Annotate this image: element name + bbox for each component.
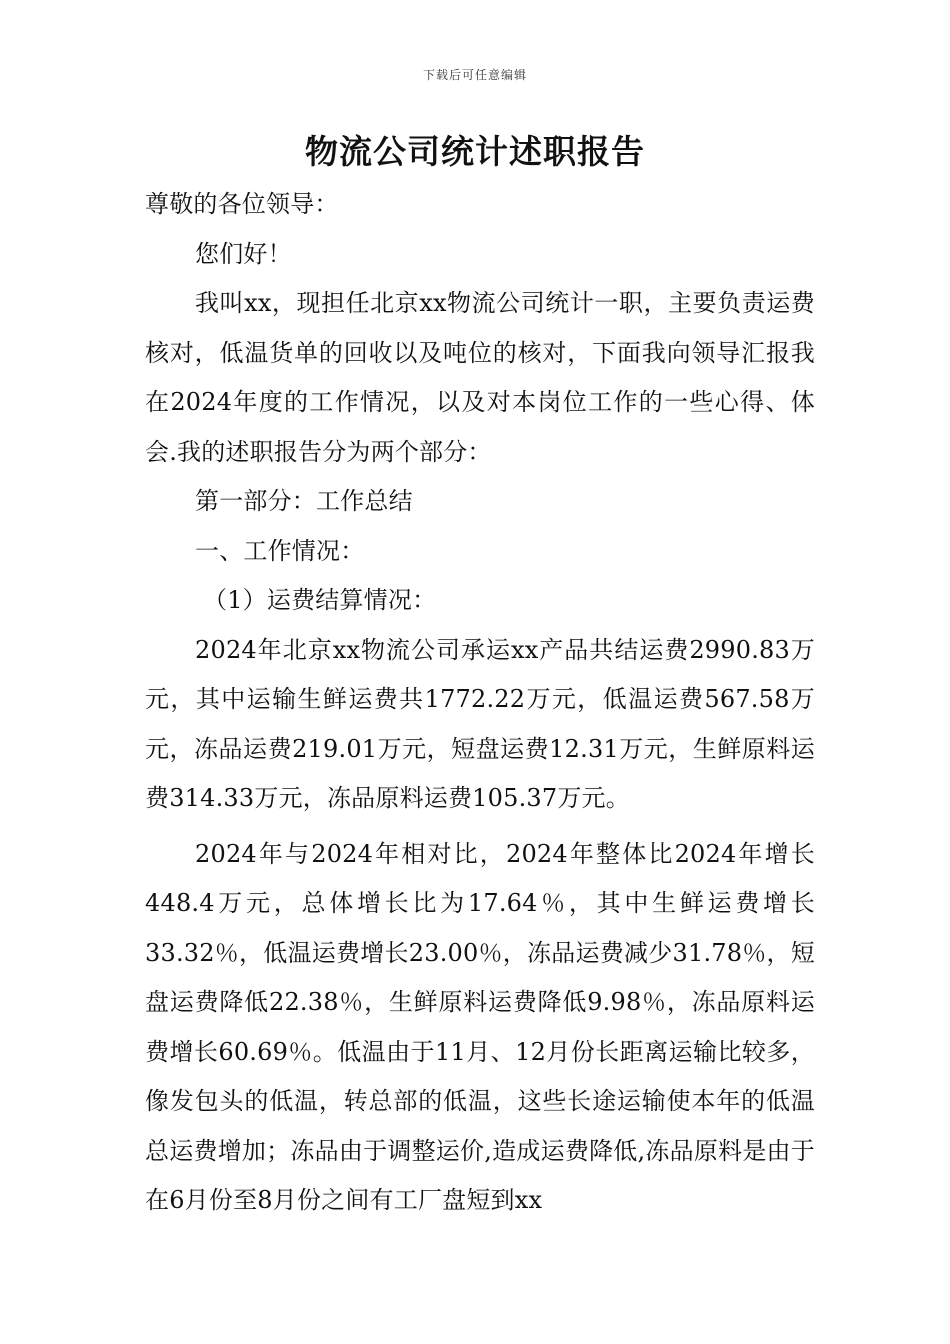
section1-heading: 一、工作情况： xyxy=(195,536,365,565)
intro-paragraph: 我叫xx，现担任北京xx物流公司统计一职，主要负责运费核对，低温货单的回收以及吨位的核对，下面我向领导汇报我在2024年度的工作情况，以及对本岗位工作的一些心得、体会.我的述职报告分为两个部分： xyxy=(145,289,815,466)
part1-heading: 第一部分：工作总结 xyxy=(195,487,413,515)
document-body xyxy=(145,180,815,1226)
comparison-paragraph: 2024年与2024年相对比，2024年整体比2024年增长448.4万元，总体增长比为17.64％，其中生鲜运费增长33.32％，低温运费增长23.00％，冻品运费减少31.78％，短盘运费降低22.38％，生鲜原料运费降低9.98％，冻品原料运费增长60.69％。低温由于11月、12月份长距离运输比较多，像发包头的低温，转总部的低温，这些长途运输使本年的低温总运费增加；冻品由于调整运价,造成运费降低,冻品原料是由于在6月份至8月份之间有工厂盘短到xx xyxy=(145,839,815,1214)
header-note: 下载后可任意编辑 xyxy=(422,68,527,82)
greeting: 您们好！ xyxy=(195,239,292,268)
document-title: 物流公司统计述职报告 xyxy=(305,132,645,171)
subsection1-heading: （1）运费结算情况： xyxy=(203,586,437,614)
freight-summary-paragraph: 2024年北京xx物流公司承运xx产品共结运费2990.83万元，其中运输生鲜运费共1772.22万元，低温运费567.58万元，冻品运费219.01万元，短盘运费12.31万元，生鲜原料运费314.33万元，冻品原料运费105.37万元。 xyxy=(145,635,815,812)
salutation: 尊敬的各位领导： xyxy=(145,190,339,218)
